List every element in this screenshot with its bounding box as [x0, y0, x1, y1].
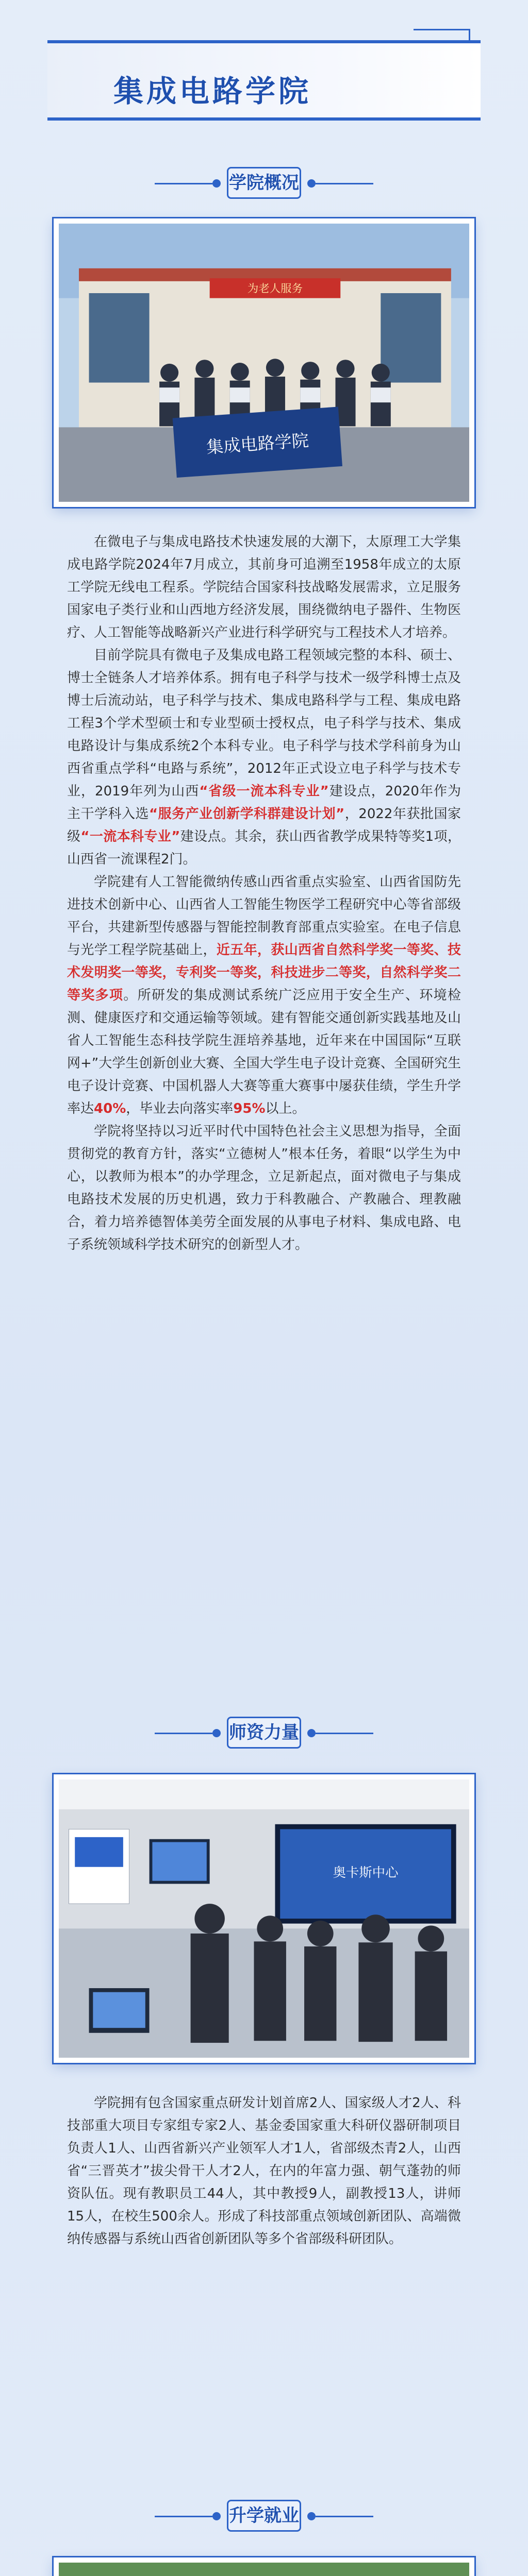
overview-paragraph-1: 在微电子与集成电路技术快速发展的大潮下，太原理工大学集成电路学院2024年7月成立，其前身可追溯至1958年成立的太原工学院无线电工程系。学院结合国家科技战略发展需求，立足服务国家电子类行业和山西地方经济发展，围绕微纳电子器件、生物医疗、人工智能等战略新兴产业进行科学研究与工程技术人才培养。 [67, 534, 461, 640]
section-header-employment [155, 2494, 373, 2538]
overview-photo [54, 218, 474, 507]
page-title: 集成电路学院 [113, 74, 312, 109]
overview-paragraph-3: 学院建有人工智能微纳传感山西省重点实验室、山西省国防先进技术创新中心、山西省人工智能生物医学工程研究中心等省部级平台，共建新型传感器与智能控制教育部重点实验室。在电子信息与光学工程学院基础上，近五年，获山西省自然科学奖一等奖、技术发明奖一等奖，专利奖一等奖，科技进步二等奖，自然科学奖二等奖多项。所研发的集成测试系统广泛应用于安全生产、环境检测、健康医疗和交通运输等领域。建有智能交通创新实践基地及山省人工智能生态科技学院生涯培养基地，近年来在中国国际“互联网+”大学生创新创业大赛、全国大学生电子设计竞赛、全国研究生电子设计竞赛、中国机器人大赛等重大赛事中屡获佳绩，学生升学率达40%，毕业去向落实率95%以上。 [67, 874, 461, 1116]
faculty-text [67, 2092, 461, 2250]
overview-text [67, 531, 461, 1256]
employment-photo [54, 2557, 474, 2576]
section-title-overview: 学院概况 [227, 167, 301, 199]
section-title-faculty: 师资力量 [227, 1717, 301, 1749]
section-header-overview [155, 161, 373, 205]
svg-text:奥卡斯中心: 奥卡斯中心 [333, 1865, 399, 1880]
section-header-faculty [155, 1710, 373, 1755]
decorative-corner [414, 29, 470, 43]
title-banner [47, 40, 481, 121]
section-title-employment: 升学就业 [227, 2500, 301, 2532]
svg-text:为老人服务: 为老人服务 [247, 282, 303, 296]
overview-paragraph-4: 学院将坚持以习近平时代中国特色社会主义思想为指导，全面贯彻党的教育方针，落实“立德树人”根本任务，着眼“以学生为中心，以教师为根本”的办学理念，立足新起点，面对微电子与集成电路技术发展的历史机遇，致力于科教融合、产教融合、理教融合，着力培养德智体美劳全面发展的从事电子材料、集成电路、电子系统领域科学技术研究的创新型人才。 [67, 1124, 461, 1252]
overview-paragraph-2: 目前学院具有微电子及集成电路工程领域完整的本科、硕士、博士全链条人才培养体系。拥有电子科学与技术一级学科博士点及博士后流动站，电子科学与技术、集成电路科学与工程、集成电路工程3个学术型硕士和专业型硕士授权点，电子科学与技术、集成电路设计与集成系统2个本科专业。电子科学与技术学科前身为山西省重点学科“电路与系统”，2012年正式设立电子科学与技术专业，2019年列为山西“省级一流本科专业”建设点，2020年作为主干学科入选“服务产业创新学科群建设计划”，2022年获批国家级“一流本科专业”建设点。其余，获山西省教学成果特等奖1项，山西省一流课程2门。 [67, 648, 461, 867]
faculty-photo [54, 1774, 474, 2063]
svg-text:集成电路学院: 集成电路学院 [205, 430, 310, 457]
faculty-paragraph-1: 学院拥有包含国家重点研发计划首席2人、国家级人才2人、科技部重大项目专家组专家2人、基金委国家重大科研仪器研制项目负责人1人、山西省新兴产业领军人才1人，省部级杰青2人，山西省“三晋英才”拔尖骨干人才2人，在内的年富力强、朝气蓬勃的师资队伍。现有教职员工44人，其中教授9人，副教授13人，讲师15人，在校生500余人。形成了科技部重点领域创新团队、高端微纳传感器与系统山西省创新团队等多个省部级科研团队。 [67, 2095, 461, 2247]
